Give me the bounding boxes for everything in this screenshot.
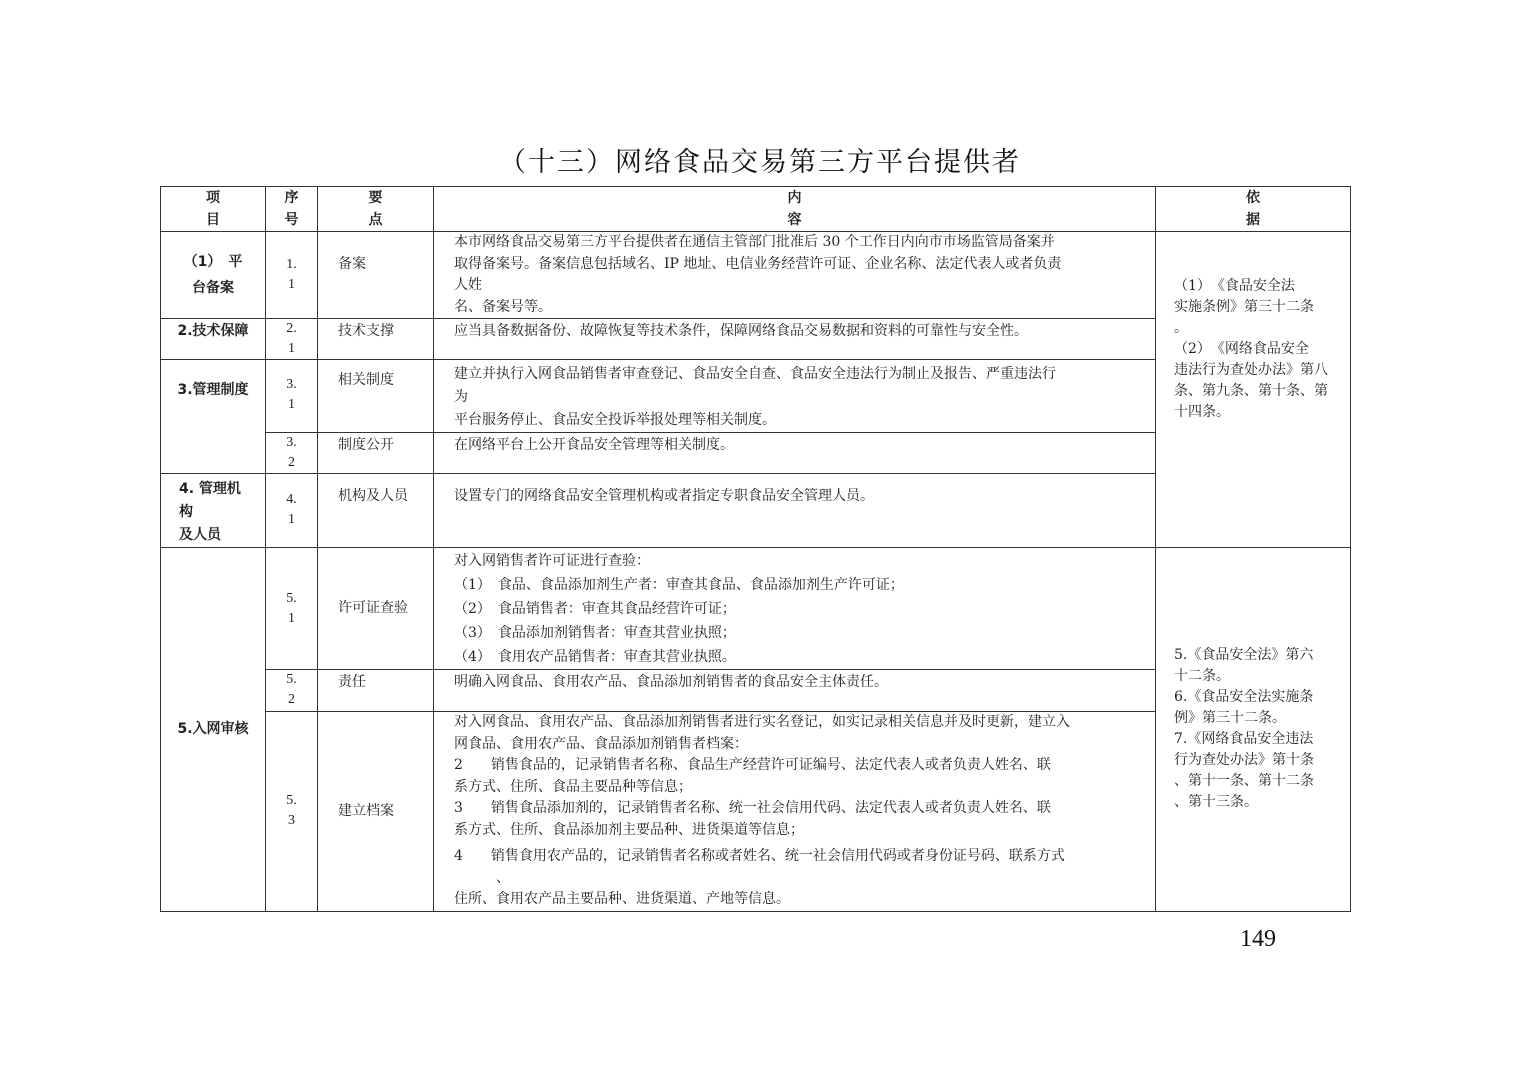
seq-cell: 2. 1 xyxy=(266,319,318,360)
content-cell: 应当具备数据备份、故障恢复等技术条件，保障网络食品交易数据和资料的可靠性与安全性。 xyxy=(434,319,1156,360)
point-cell: 机构及人员 xyxy=(318,474,434,548)
point-cell: 制度公开 xyxy=(318,433,434,474)
seq-cell: 5. 3 xyxy=(266,712,318,912)
header-seq: 序 号 xyxy=(266,187,318,232)
item-cell: 3.管理制度 xyxy=(161,360,266,474)
header-content: 内 容 xyxy=(434,187,1156,232)
item-cell: 5.入网审核 xyxy=(161,548,266,912)
seq-cell: 1. 1 xyxy=(266,232,318,319)
item-cell: （1） 平 台备案 xyxy=(161,232,266,319)
point-cell: 责任 xyxy=(318,670,434,712)
point-cell: 建立档案 xyxy=(318,712,434,912)
point-cell: 技术支撑 xyxy=(318,319,434,360)
point-cell: 许可证查验 xyxy=(318,548,434,670)
table-row xyxy=(161,232,1351,319)
table-row xyxy=(161,548,1351,670)
seq-cell: 3. 2 xyxy=(266,433,318,474)
content-cell: 对入网销售者许可证进行查验： （1） 食品、食品添加剂生产者：审查其食品、食品添加剂生产许可证； （2） 食品销售者：审查其食品经营许可证； （3） 食品添加剂销售者：审查其营业执照； （4） 食用农产品销售者：审查其营业执照。 xyxy=(434,548,1156,670)
header-item: 项 目 xyxy=(161,187,266,232)
content-cell: 对入网食品、食用农产品、食品添加剂销售者进行实名登记，如实记录相关信息并及时更新，建立入 网食品、食用农产品、食品添加剂销售者档案： 2 销售食品的，记录销售者名称、食品生产经营许可证编号、法定代表人或者负责人姓名、联 系方式、住所、食品主要品种等信息； 3 销售食品添加剂的，记录销售者名称、统一社会信用代码、法定代表人或者负责人姓名、联 系方式、住所、食品添加剂主要品种、进货渠道等信息； 4 销售食用农产品的，记录销售者名称或者姓名、统一社会信用代码或者身份证号码、联系方式 、 住所、食用农产品主要品种、进货渠道、产地等信息。 xyxy=(434,712,1156,912)
seq-cell: 4. 1 xyxy=(266,474,318,548)
page-title: （十三）网络食品交易第三方平台提供者 xyxy=(499,147,1021,178)
header-basis: 依 据 xyxy=(1156,187,1351,232)
seq-cell: 3. 1 xyxy=(266,360,318,433)
point-cell: 相关制度 xyxy=(318,360,434,433)
item-cell: 2.技术保障 xyxy=(161,319,266,360)
content-cell: 设置专门的网络食品安全管理机构或者指定专职食品安全管理人员。 xyxy=(434,474,1156,548)
basis-cell: 5.《食品安全法》第六 十二条。 6.《食品安全法实施条 例》第三十二条。 7.《网络食品安全违法 行为查处办法》第十条 、第十一条、第十二条 、第十三条。 xyxy=(1156,548,1351,912)
basis-cell: （1） 《食品安全法 实施条例》第三十二条 。 （2） 《网络食品安全 违法行为查处办法》第八 条、第九条、第十条、第 十四条。 xyxy=(1156,232,1351,548)
seq-cell: 5. 1 xyxy=(266,548,318,670)
content-cell: 明确入网食品、食用农产品、食品添加剂销售者的食品安全主体责任。 xyxy=(434,670,1156,712)
seq-cell: 5. 2 xyxy=(266,670,318,712)
page-number: 149 xyxy=(1240,926,1276,952)
content-cell: 建立并执行入网食品销售者审查登记、食品安全自查、食品安全违法行为制止及报告、严重违法行 为 平台服务停止、食品安全投诉举报处理等相关制度。 xyxy=(434,360,1156,433)
content-cell: 本市网络食品交易第三方平台提供者在通信主管部门批准后 30 个工作日内向市市场监管局备案并 取得备案号。备案信息包括域名、IP 地址、电信业务经营许可证、企业名称、法定代表人或者负责 人姓 名、备案号等。 xyxy=(434,232,1156,319)
item-cell: 4. 管理机 构 及人员 xyxy=(161,474,266,548)
header-point: 要 点 xyxy=(318,187,434,232)
content-cell: 在网络平台上公开食品安全管理等相关制度。 xyxy=(434,433,1156,474)
table-header-row xyxy=(161,187,1351,232)
point-cell: 备案 xyxy=(318,232,434,319)
inspection-table xyxy=(160,186,1351,912)
